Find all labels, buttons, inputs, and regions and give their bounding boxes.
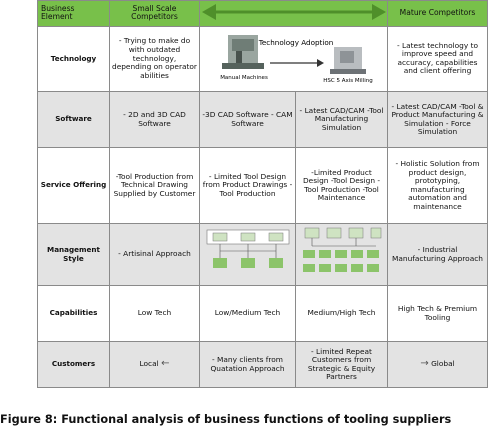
- customers-c3: - Limited Repeat Customers from Strategic & Equity Partners: [296, 342, 388, 388]
- customers-c1: [110, 342, 200, 388]
- capabilities-c4: High Tech & Premium Tooling: [388, 286, 488, 342]
- software-c4: - Latest CAD/CAM -Tool & Product Manufacturing & Simulation - Force Simulation: [388, 92, 488, 148]
- capabilities-c1: Low Tech: [110, 286, 200, 342]
- management-diagram-small: [200, 224, 296, 286]
- row-service-offering: [38, 148, 488, 224]
- header-business-element: Business Element: [38, 1, 110, 27]
- header-arrow: [200, 1, 388, 27]
- row-customers: [38, 342, 488, 388]
- row-software: [38, 92, 488, 148]
- functional-analysis-figure: [37, 0, 491, 412]
- management-c4: - Industrial Manufacturing Approach: [388, 224, 488, 286]
- technology-adoption-graphic: [200, 27, 388, 89]
- customers-global: Global: [431, 359, 455, 369]
- hsc-milling-label: HSC 5 Axis Milling: [323, 77, 373, 84]
- management-c1: - Artisinal Approach: [110, 224, 200, 286]
- header-small-scale: Small Scale Competitors: [110, 1, 200, 27]
- header-row: [38, 1, 488, 27]
- technology-adoption-label: Technology Adoption: [258, 37, 334, 47]
- row-label-software: Software: [38, 92, 110, 148]
- management-diagram-medium: [296, 224, 388, 286]
- capabilities-c3: Medium/High Tech: [296, 286, 388, 342]
- software-c3: - Latest CAD/CAM -Tool Manufacturing Simulation: [296, 92, 388, 148]
- technology-adoption-cell: [200, 26, 388, 92]
- service-c1: -Tool Production from Technical Drawing Supplied by Customer: [110, 148, 200, 224]
- row-technology: [38, 26, 488, 92]
- software-c2: -3D CAD Software - CAM Software: [200, 92, 296, 148]
- row-management-style: [38, 224, 488, 286]
- flat-organization-diagram: [201, 224, 295, 282]
- customers-local: Local: [139, 359, 159, 369]
- row-label-customers: Customers: [38, 342, 110, 388]
- service-c2: - Limited Tool Design from Product Drawings -Tool Production: [200, 148, 296, 224]
- service-c3: -Limited Product Design -Tool Design -Tool Production -Tool Maintenance: [296, 148, 388, 224]
- customers-c4: [388, 342, 488, 388]
- customers-c2: - Many clients from Quatation Approach: [200, 342, 296, 388]
- row-label-capabilities: Capabilities: [38, 286, 110, 342]
- analysis-table: [37, 0, 488, 388]
- row-label-management: Management Style: [38, 224, 110, 286]
- row-label-service: Service Offering: [38, 148, 110, 224]
- technology-small: - Trying to make do with outdated technology, depending on operator abilities: [110, 26, 200, 92]
- right-arrow-icon: →: [420, 358, 429, 370]
- row-capabilities: [38, 286, 488, 342]
- manual-machine-icon: [222, 35, 264, 69]
- left-arrow-icon: ←: [161, 358, 170, 370]
- service-c4: - Holistic Solution from product design, prototyping, manufacturing automation and maintenance: [388, 148, 488, 224]
- header-mature: Mature Competitors: [388, 1, 488, 27]
- figure-caption: Figure 8: Functional analysis of business functions of tooling suppliers: [0, 413, 452, 426]
- capabilities-c2: Low/Medium Tech: [200, 286, 296, 342]
- row-label-technology: Technology: [38, 26, 110, 92]
- hsc-milling-icon: [330, 47, 366, 74]
- double-arrow-icon: [200, 1, 388, 23]
- hierarchical-organization-diagram: [297, 224, 387, 282]
- manual-machines-label: Manual Machines: [220, 74, 268, 81]
- technology-mature: - Latest technology to improve speed and accuracy, capabilities and client offering: [388, 26, 488, 92]
- software-c1: - 2D and 3D CAD Software: [110, 92, 200, 148]
